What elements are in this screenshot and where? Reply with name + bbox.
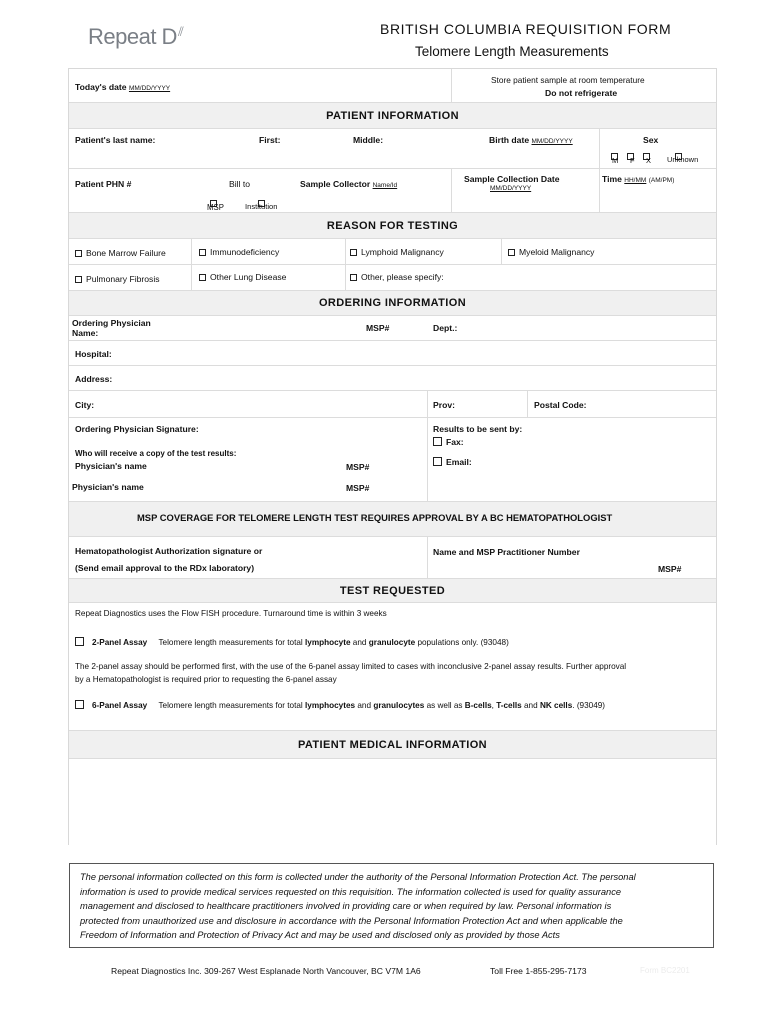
- footer-form-code: Form BC2201: [640, 966, 690, 975]
- date-row: [69, 69, 716, 103]
- phn-field[interactable]: Patient PHN #: [75, 179, 132, 189]
- hospital-field[interactable]: Hospital:: [75, 349, 112, 359]
- signature-row: [69, 418, 716, 502]
- city-row: [69, 391, 716, 418]
- dept-field[interactable]: Dept.:: [433, 323, 458, 333]
- copy-physician-msp-1[interactable]: MSP#: [346, 462, 370, 472]
- physician-msp-field[interactable]: MSP#: [366, 323, 390, 333]
- privacy-line: The personal information collected on this form is collected under the authority of the Personal Information Protection Act. The personal: [80, 872, 636, 882]
- email-approval-note: (Send email approval to the RDx laboratory): [75, 563, 255, 573]
- reason-header: REASON FOR TESTING: [69, 213, 716, 239]
- privacy-line: Freedom of Information and Protection of Privacy Act and may be used and disclosed only as provided by those Acts: [80, 930, 560, 941]
- dna-icon: ⫽: [177, 24, 184, 39]
- address-row: [69, 366, 716, 391]
- city-field[interactable]: City:: [75, 400, 95, 410]
- test-requested-body: [69, 603, 716, 731]
- footer-address: Repeat Diagnostics Inc. 309-267 West Esplanade North Vancouver, BC V7M 1A6: [111, 966, 421, 976]
- reason-row-1: [69, 239, 716, 265]
- sex-x-label: X: [646, 156, 652, 165]
- form-subtitle: Telomere Length Measurements: [415, 44, 609, 59]
- first-name-field[interactable]: First:: [259, 135, 281, 145]
- hematopathologist-signature-field[interactable]: Hematopathologist Authorization signature or: [75, 546, 263, 556]
- reason-other-specify[interactable]: Other, please specify:: [350, 272, 444, 282]
- results-fax-checkbox[interactable]: Fax:: [433, 437, 464, 447]
- medical-info-header: PATIENT MEDICAL INFORMATION: [69, 731, 716, 759]
- bill-msp-label: MSP: [207, 203, 224, 212]
- bill-to-label: Bill to: [229, 179, 251, 189]
- reason-immunodeficiency[interactable]: Immunodeficiency: [199, 247, 279, 257]
- panel-note: The 2-panel assay should be performed first, with the use of the 6-panel assay limited to cases with inconclusive 2-panel assay results. Further approval by a Hematopathologist is required prior to requesting the 6-panel assay: [75, 662, 627, 684]
- ordering-header: ORDERING INFORMATION: [69, 291, 716, 316]
- results-sent-by-label: Results to be sent by:: [433, 424, 523, 434]
- phn-row: [69, 169, 716, 213]
- sex-unknown-label: Unknown: [667, 155, 699, 164]
- sex-label: Sex: [643, 135, 659, 145]
- sex-f-label: F: [630, 156, 635, 165]
- test-requested-header: TEST REQUESTED: [69, 579, 716, 603]
- test-intro: Repeat Diagnostics uses the Flow FISH procedure. Turnaround time is within 3 weeks: [75, 609, 387, 618]
- privacy-notice: [69, 863, 714, 948]
- company-logo: [88, 24, 183, 50]
- sex-m-label: M: [612, 156, 619, 165]
- prov-field[interactable]: Prov:: [433, 400, 455, 410]
- panel-2-option[interactable]: 2-Panel Assay Telomere length measurements for total lymphocyte and granulocyte populations only. (93048): [75, 637, 509, 647]
- reason-lymphoid-malignancy[interactable]: Lymphoid Malignancy: [350, 247, 444, 257]
- birth-date-field[interactable]: Birth date MM/DD/YYYY: [489, 135, 573, 145]
- reason-bone-marrow-failure[interactable]: Bone Marrow Failure: [75, 248, 166, 258]
- reason-other-lung-disease[interactable]: Other Lung Disease: [199, 272, 286, 282]
- postal-code-field[interactable]: Postal Code:: [534, 400, 587, 410]
- authorization-row: [69, 537, 716, 579]
- collection-date-format: MM/DD/YYYY: [490, 185, 532, 192]
- sample-collector-field[interactable]: Sample Collector Name/Id: [300, 179, 398, 189]
- address-field[interactable]: Address:: [75, 374, 113, 384]
- patient-info-header: PATIENT INFORMATION: [69, 103, 716, 129]
- last-name-field[interactable]: Patient's last name:: [75, 135, 156, 145]
- practitioner-msp-field[interactable]: MSP#: [658, 564, 682, 574]
- refrigerate-note: Do not refrigerate: [545, 88, 618, 98]
- coverage-banner-text: MSP COVERAGE FOR TELOMERE LENGTH TEST REQUIRES APPROVAL BY A BC HEMATOPATHOLOGIST: [137, 512, 613, 523]
- time-field[interactable]: Time HH/MM (AM/PM): [602, 174, 675, 184]
- panel-6-option[interactable]: 6-Panel Assay Telomere length measurements for total lymphocytes and granulocytes as well as B-cells, T-cells and NK cells. (93049): [75, 700, 605, 710]
- copy-physician-name-1[interactable]: Physician's name: [75, 461, 147, 471]
- storage-note: Store patient sample at room temperature: [491, 75, 645, 85]
- reason-myeloid-malignancy[interactable]: Myeloid Malignancy: [508, 247, 594, 257]
- physician-row: [69, 316, 716, 341]
- privacy-line: management and disclosed to healthcare practitioners involved in providing care or when required by law. Personal information is: [80, 901, 612, 912]
- privacy-line: information is used to provide medical services requested on this requisition. The information collected is used for quality assurance: [80, 886, 622, 897]
- privacy-line: protected from unauthorized use and disclosure in accordance with the Personal Information Protection Act and when applicable the: [80, 915, 623, 926]
- middle-name-field[interactable]: Middle:: [353, 135, 384, 145]
- copy-physician-name-2[interactable]: Physician's name: [72, 482, 144, 492]
- coverage-banner: [69, 502, 716, 537]
- form-title: BRITISH COLUMBIA REQUISITION FORM: [380, 21, 672, 37]
- collection-date-field[interactable]: Sample Collection Date: [464, 174, 560, 184]
- patient-name-row: [69, 129, 716, 169]
- footer-toll-free: Toll Free 1-855-295-7173: [490, 966, 587, 976]
- results-email-checkbox[interactable]: Email:: [433, 457, 472, 467]
- practitioner-name-field[interactable]: Name and MSP Practitioner Number: [433, 547, 580, 557]
- reason-row-2: [69, 265, 716, 291]
- copy-recipient-label: Who will receive a copy of the test results:: [75, 449, 237, 458]
- todays-date-field[interactable]: Today's date MM/DD/YYYY: [75, 82, 171, 92]
- logo-text: Repeat D: [88, 24, 177, 49]
- physician-name-field[interactable]: Ordering Physician Name:: [72, 318, 151, 338]
- copy-physician-msp-2[interactable]: MSP#: [346, 483, 370, 493]
- reason-pulmonary-fibrosis[interactable]: Pulmonary Fibrosis: [75, 274, 160, 284]
- bill-institution-label: Institution: [245, 202, 278, 211]
- medical-info-field[interactable]: [69, 759, 716, 845]
- requisition-form: [68, 68, 717, 845]
- physician-signature-field[interactable]: Ordering Physician Signature:: [75, 424, 199, 434]
- hospital-row: [69, 341, 716, 366]
